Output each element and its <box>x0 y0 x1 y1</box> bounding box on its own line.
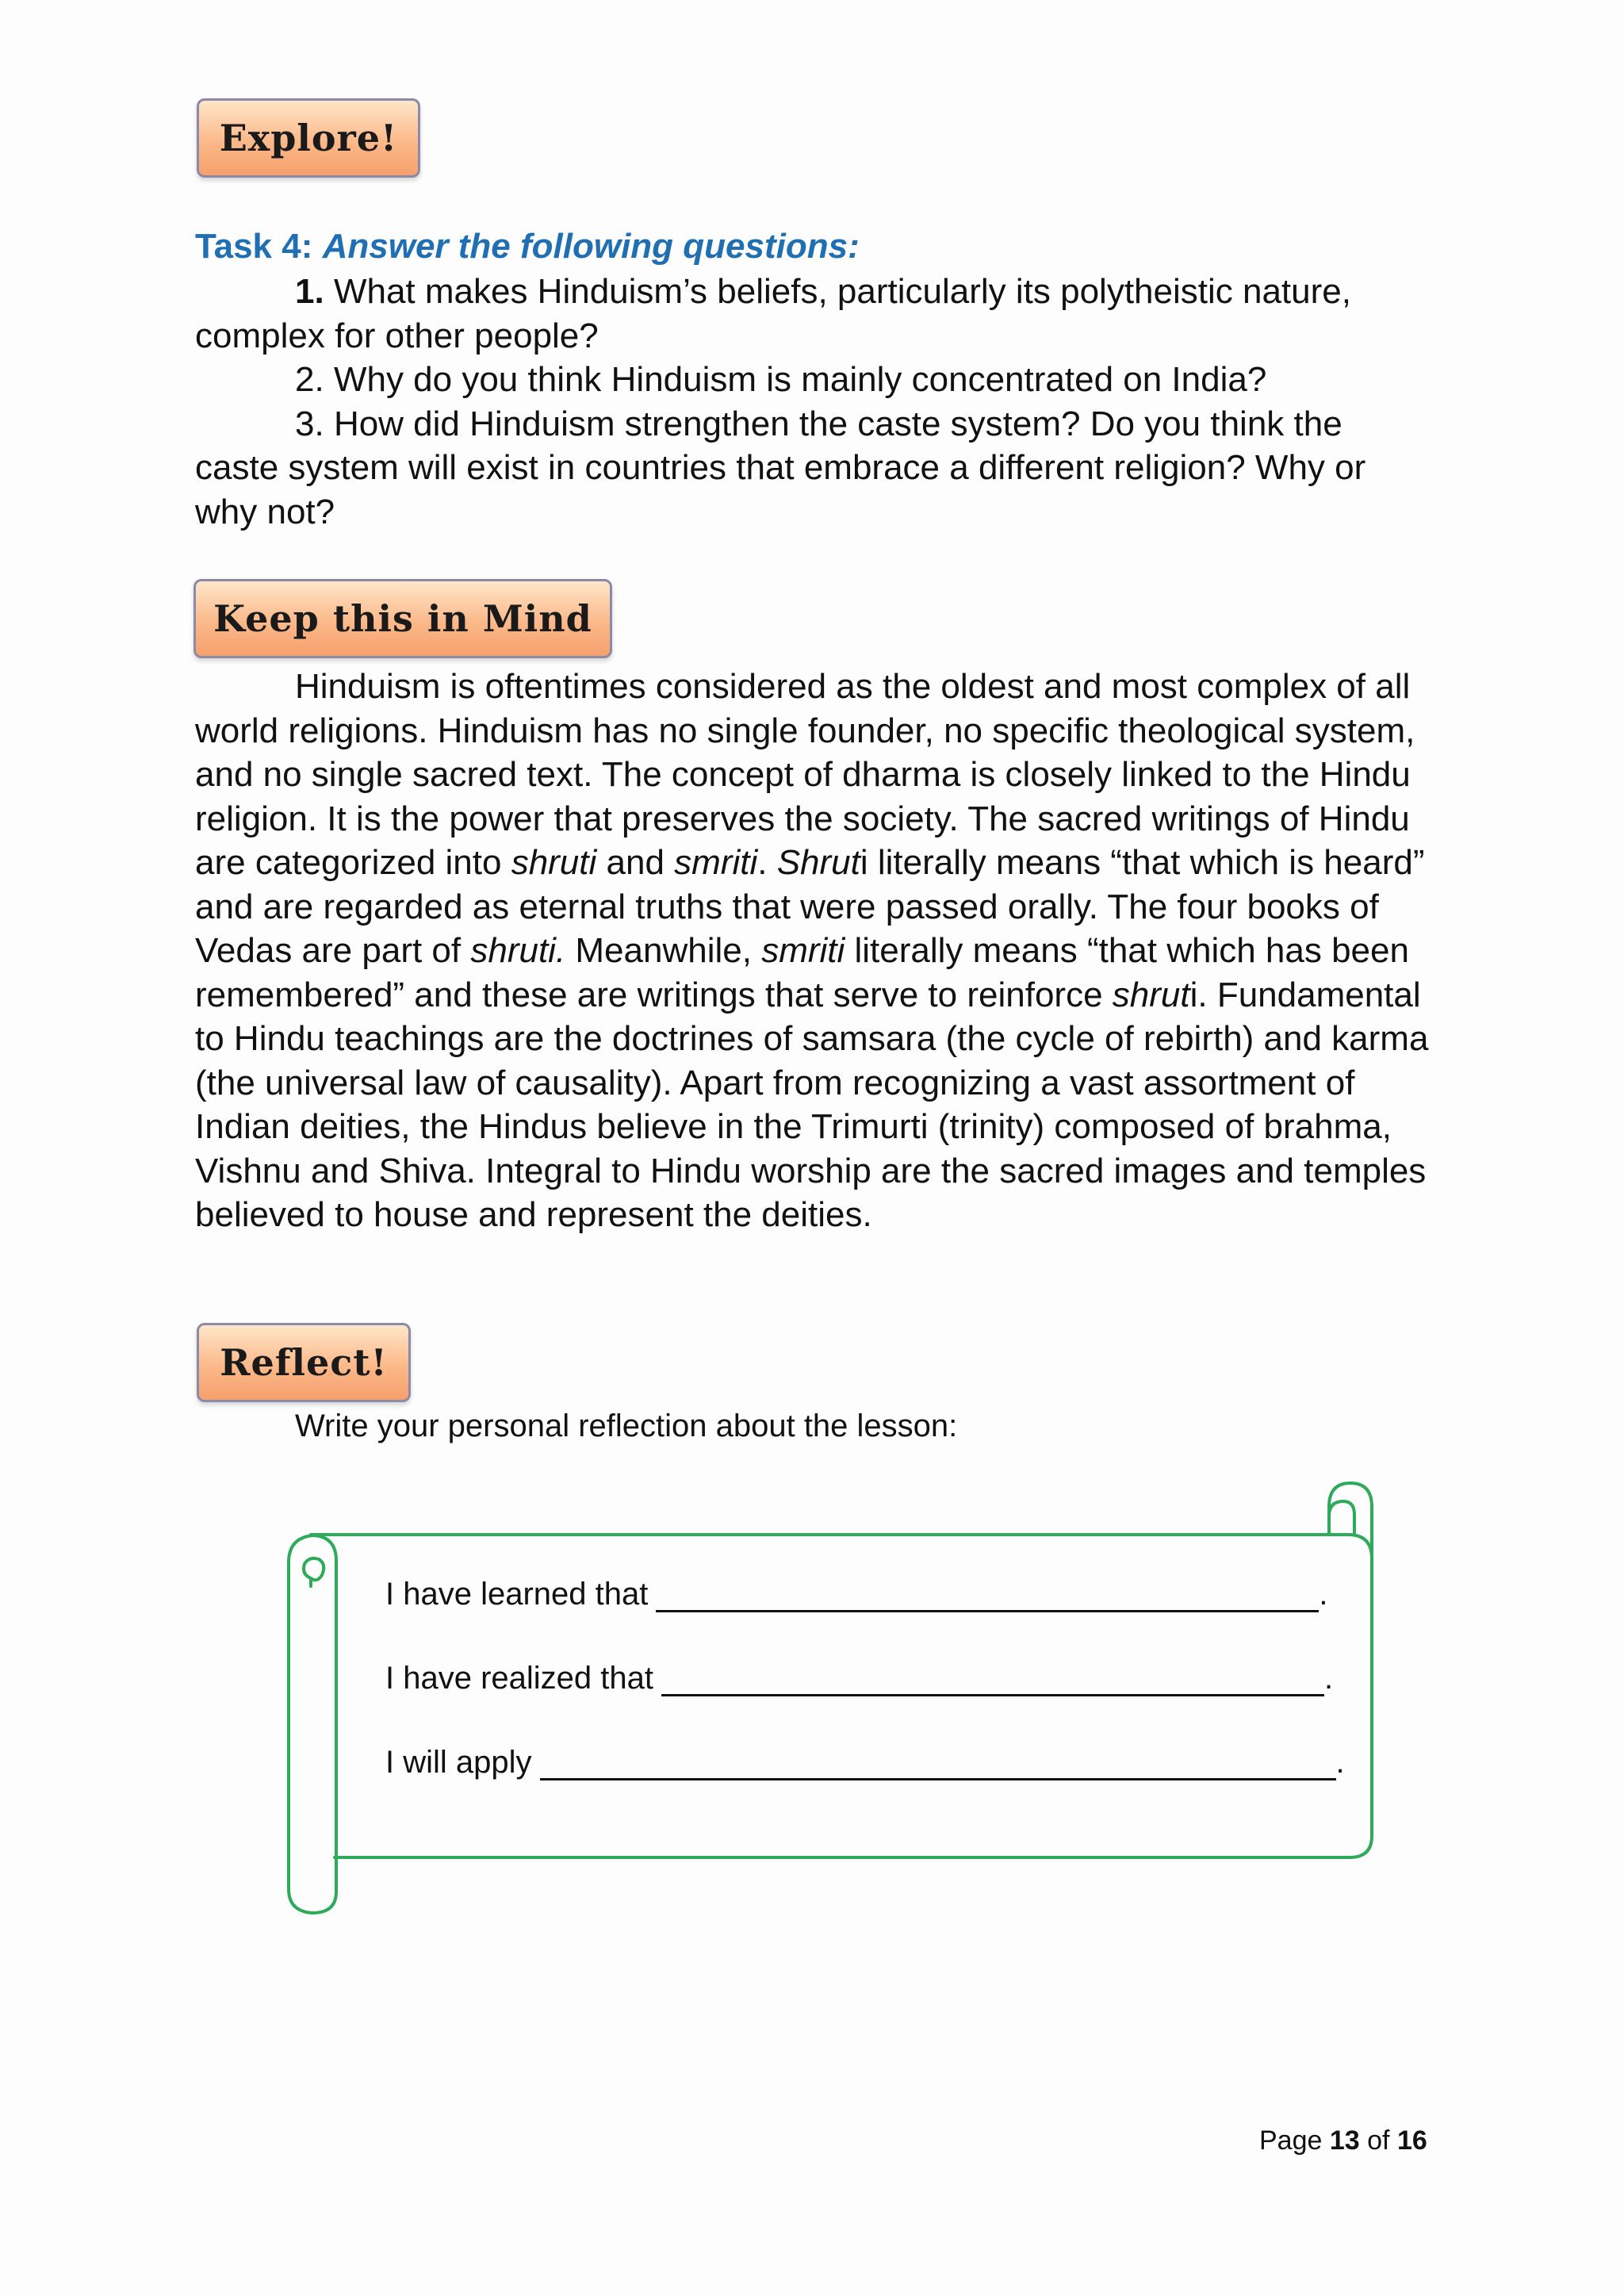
reflection-line-realized-end: . <box>1324 1661 1334 1696</box>
task-label: Task 4: <box>195 227 313 266</box>
reflection-line-apply-label: I will apply <box>385 1745 532 1780</box>
question-1-text: What makes Hinduism’s beliefs, particularly its polytheistic nature, complex for other people? <box>195 272 1351 355</box>
current-page: 13 <box>1329 2125 1360 2156</box>
reflection-blank-apply[interactable] <box>540 1746 1336 1780</box>
reflection-line-learned-label: I have learned that <box>385 1577 649 1612</box>
reflection-line-apply <box>385 1745 1345 1780</box>
page-number: Page 13 of 16 <box>1259 2125 1427 2156</box>
explore-badge: Explore! <box>197 98 420 178</box>
question-3-number: 3. <box>295 404 324 443</box>
reflection-line-realized <box>385 1661 1333 1696</box>
reflection-prompt: Write your personal reflection about the lesson: <box>295 1409 958 1443</box>
reflection-line-learned-end: . <box>1319 1577 1328 1612</box>
reflection-line-apply-end: . <box>1335 1745 1345 1780</box>
reflection-line-realized-label: I have realized that <box>385 1661 653 1696</box>
task-title: Answer the following questions: <box>322 227 860 266</box>
total-pages: 16 <box>1396 2125 1427 2156</box>
question-3-text: How did Hinduism strengthen the caste system? Do you think the caste system will exist in countries that embrace a different religion? Why or why not? <box>195 404 1366 531</box>
keep-in-mind-paragraph: Hinduism is oftentimes considered as the oldest and most complex of all world religions. Hinduism has no single founder, no specific theological system, and no single sacred text. The concept of dharma is closely linked to the Hindu religion. It is the power that preserves the society. The sacred writings of Hindu are categorized into shruti and smriti. Shruti literally means “that which is heard” and are regarded as eternal truths that were passed orally. The four books of Vedas are part of shruti. Meanwhile, smriti literally means “that which has been remembered” and these are writings that serve to reinforce shruti. Fundamental to Hindu teachings are the doctrines of samsara (the cycle of rebirth) and karma (the universal law of causality). Apart from recognizing a vast assortment of Indian deities, the Hindus believe in the Trimurti (trinity) composed of brahma, Vishnu and Shiva. Integral to Hindu worship are the sacred images and temples believed to house and represent the deities. <box>195 667 1429 1234</box>
reflect-badge: Reflect! <box>197 1323 411 1402</box>
reflection-blank-learned[interactable] <box>656 1578 1319 1612</box>
reflection-blank-realized[interactable] <box>661 1662 1324 1696</box>
keep-in-mind-badge: Keep this in Mind <box>193 579 612 658</box>
question-2-number: 2. <box>295 360 324 399</box>
question-1-number: 1. <box>295 272 324 311</box>
reflection-line-learned <box>385 1577 1327 1612</box>
question-2-text: Why do you think Hinduism is mainly concentrated on India? <box>333 360 1267 399</box>
